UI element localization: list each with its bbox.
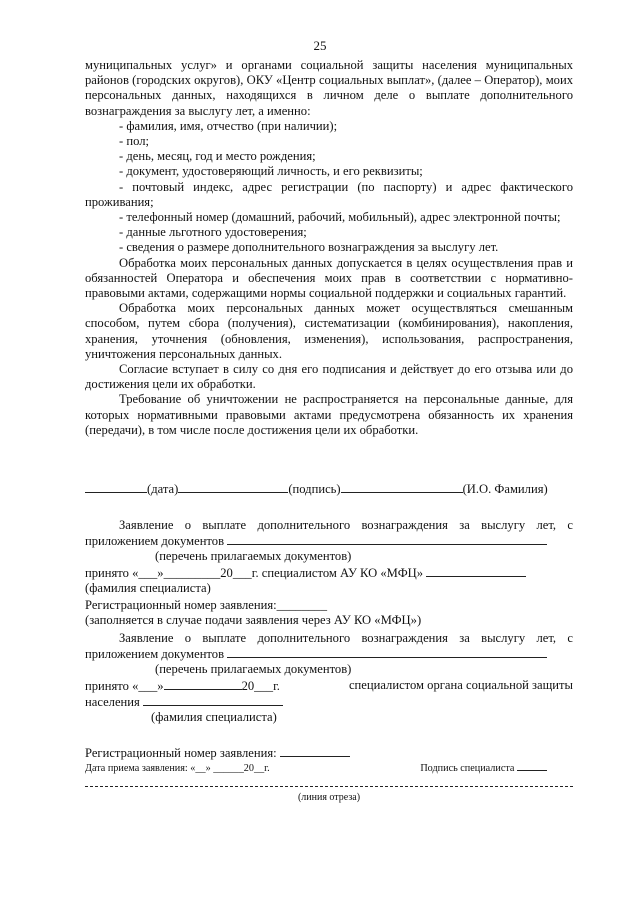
mfc-block [85, 518, 573, 628]
social-specialist-blank[interactable] [143, 694, 283, 706]
receipt-signature-blank[interactable] [517, 761, 547, 771]
receipt-reg-blank[interactable] [280, 745, 350, 757]
paragraph: Обработка моих персональных данных допускается в целях осуществления прав и обязанностей Оператора и обеспечения моих прав в соответствии с нормативно-правовыми актами, содержащими нормы социальной поддержки и социальных гарантий. [85, 255, 573, 301]
paragraph: Согласие вступает в силу со дня его подписания и действует до его отзыва или до достижения цели их обработки. [85, 362, 573, 392]
mfc-specialist-blank[interactable] [426, 565, 526, 577]
date-blank[interactable] [85, 481, 147, 493]
receipt-row [85, 761, 573, 776]
receipt-block [85, 745, 573, 776]
mfc-specialist-caption: (фамилия специалиста) [85, 580, 211, 595]
list-item: - пол; [119, 134, 149, 149]
cut-line-label: (линия отреза) [297, 792, 361, 803]
list-item: - телефонный номер (домашний, рабочий, мобильный), адрес электронной почты; [119, 210, 561, 225]
social-statement: Заявление о выплате дополнительного вознаграждения за выслугу лет, с приложением документов [85, 631, 573, 662]
signature-row [85, 481, 573, 497]
cut-line [85, 786, 573, 787]
social-docs-blank[interactable] [227, 646, 547, 658]
paragraph: Обработка моих персональных данных может осуществляться смешанным способом, путем сбора (получения), систематизации (комбинирования), накопления, хранения, уточнения (обновления, изменения), использования, распространения, уничтожения персональных данных. [85, 301, 573, 361]
mfc-docs-blank[interactable] [227, 533, 547, 545]
mfc-note: (заполняется в случае подачи заявления через АУ КО «МФЦ») [85, 613, 422, 628]
list-item: - фамилия, имя, отчество (при наличии); [119, 118, 338, 133]
signature-blank[interactable] [178, 481, 288, 493]
page-number: 25 [313, 38, 327, 53]
consent-text [85, 58, 573, 438]
list-item: - документ, удостоверяющий личность, и его реквизиты; [119, 164, 423, 179]
social-date-blank[interactable] [164, 678, 242, 690]
social-accepted: принято «___» 20___г. специалистом органа социальной защиты [85, 677, 573, 693]
mfc-statement: Заявление о выплате дополнительного вознаграждения за выслугу лет, с приложением документов [85, 518, 573, 549]
mfc-docs-caption: (перечень прилагаемых документов) [155, 549, 352, 564]
social-block [85, 631, 573, 725]
mfc-reg-number: Регистрационный номер заявления:________ [85, 598, 328, 613]
date-caption: (дата) [147, 482, 179, 496]
list-item: - сведения о размере дополнительного вознаграждения за выслугу лет. [119, 240, 499, 255]
receipt-date: Дата приема заявления: «__» ______20__г. [85, 763, 270, 775]
receipt-reg-number: Регистрационный номер заявления: [85, 745, 573, 761]
paragraph: муниципальных услуг» и органами социальной защиты населения муниципальных районов (городских округов), ОКУ «Центр социальных выплат», (далее – Оператор), моих персональных данных, находящихся в личном деле о выплате дополнительного вознаграждения за выслугу лет, а именно: [85, 58, 573, 118]
signature-caption: (подпись) [288, 482, 341, 496]
list-item: - день, месяц, год и место рождения; [119, 149, 316, 164]
social-docs-caption: (перечень прилагаемых документов) [155, 662, 352, 677]
mfc-accepted: принято «___»_________20___г. специалистом АУ КО «МФЦ» [85, 565, 573, 581]
social-population: населения [85, 694, 573, 710]
name-caption: (И.О. Фамилия) [462, 482, 548, 496]
name-blank[interactable] [341, 481, 463, 493]
list-item: - данные льготного удостоверения; [119, 225, 307, 240]
list-item: - почтовый индекс, адрес регистрации (по паспорту) и адрес фактического проживания; [85, 179, 573, 209]
paragraph: Требование об уничтожении не распространяется на персональные данные, для которых нормативными правовыми актами предусмотрена обязанность их хранения (передачи), в том числе после достижения цели их обработки. [85, 392, 573, 437]
receipt-signature: Подпись специалиста [420, 763, 515, 775]
social-specialist-caption: (фамилия специалиста) [151, 710, 277, 725]
